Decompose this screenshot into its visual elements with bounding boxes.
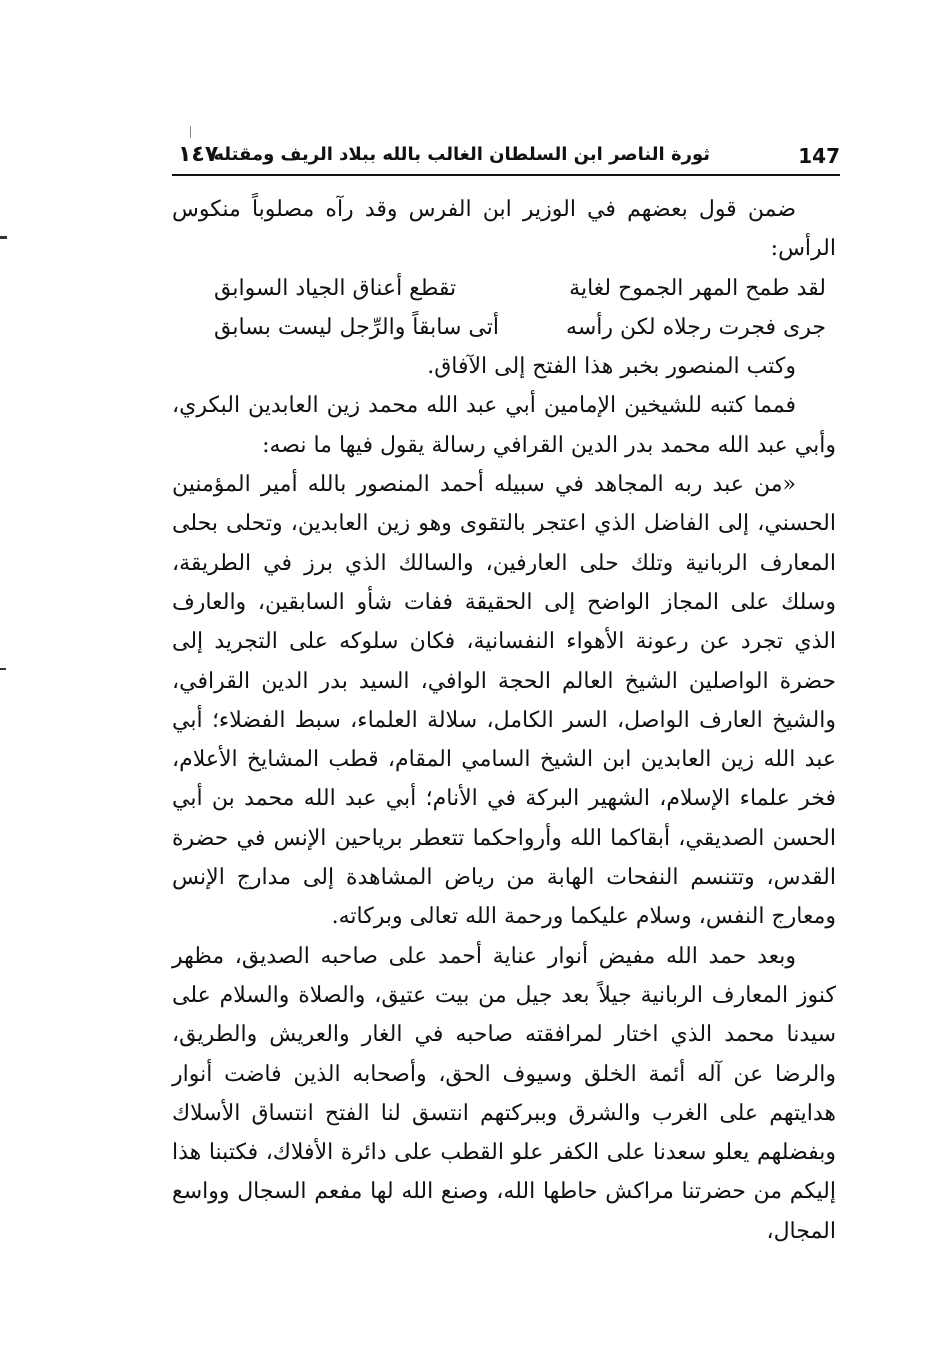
paragraph: وبعد حمد الله مفيض أنوار عناية أحمد على صاحبه الصديق، مظهر كنوز المعارف الربانية جيلاً بعد جيل من بيت عتيق، والصلاة والسلام على سيدنا محمد الذي اختار لمرافقته صاحبه في الغار والعريش والطريق، والرضا عن آله أئمة الخلق وسيوف الحق، وأصحابه الذين فاضت أنوار هدايتهم على الغرب والشرق وببركتهم انتسق لنا الفتح انتساق الأسلاك وبفضلهم يعلو سعدنا على الكفر علو القطب على دائرة الأفلاك، فكتبنا هذا إليكم من حضرتنا مراكش حاطها الله، وصنع الله لها مفعم السجال وواسع المجال، xyxy=(172,943,837,1244)
verse-line xyxy=(172,269,836,308)
page-number-latin: 147 xyxy=(798,144,840,168)
paragraph: فمما كتبه للشيخين الإمامين أبي عبد الله محمد زين العابدين البكري، وأبي عبد الله محمد بدر الدين القرافي رسالة يقول فيها ما نصه: xyxy=(172,393,836,458)
verse-second-hemistich: تقطع أعناق الجياد السوابق xyxy=(214,275,457,301)
verse-line xyxy=(172,308,836,347)
verse-first-hemistich: لقد طمح المهر الجموح لغاية xyxy=(569,275,826,301)
intro-paragraph: ضمن قول بعضهم في الوزير ابن الفرس وقد رآه مصلوباً منكوس الرأس: xyxy=(172,197,836,262)
scan-mark xyxy=(0,236,7,239)
page-body xyxy=(172,190,836,1251)
page-header xyxy=(172,140,840,176)
running-title: ثورة الناصر ابن السلطان الغالب بالله ببلاد الريف ومقتله xyxy=(213,144,710,165)
verse-first-hemistich: جرى فجرت رجلاه لكن رأسه xyxy=(566,314,826,340)
verse-second-hemistich: أتى سابقاً والرِّجل ليست بسابق xyxy=(214,314,499,340)
letter-paragraph: «من عبد ربه المجاهد في سبيله أحمد المنصور بالله أمير المؤمنين الحسني، إلى الفاضل الذي اعتجر بالتقوى وهو زين العابدين، وتحلى بحلى المعارف الربانية وتلك حلى العارفين، والسالك الذي برز في الطريقة، وسلك على المجاز الواضح إلى الحقيقة ففات شأو السابقين، والعارف الذي تجرد عن رعونة الأهواء النفسانية، فكان سلوكه على التجريد إلى حضرة الواصلين الشيخ العالم الحجة الوافي، السيد بدر الدين القرافي، والشيخ العارف الواصل، السر الكامل، سلالة العلماء، سبط الفضلاء؛ أبي عبد الله زين العابدين ابن الشيخ السامي المقام، قطب المشايخ الأعلام، فخر علماء الإسلام، الشهير البركة في الأنام؛ أبي عبد الله محمد بن أبي الحسن الصديقي، أبقاكما الله وأرواحكما تتعطر برياحين الإنس في حضرة القدس، وتتنسم النفحات الهابة من رياض المشاهدة إلى مدارج الإنس ومعارج النفس، وسلام عليكما ورحمة الله تعالى وبركاته. xyxy=(172,472,836,930)
scan-mark xyxy=(0,668,6,670)
page-number-arabic: ١٤٧ xyxy=(178,142,219,167)
scan-mark xyxy=(190,126,191,138)
after-verses-line: وكتب المنصور بخبر هذا الفتح إلى الآفاق. xyxy=(427,354,796,380)
